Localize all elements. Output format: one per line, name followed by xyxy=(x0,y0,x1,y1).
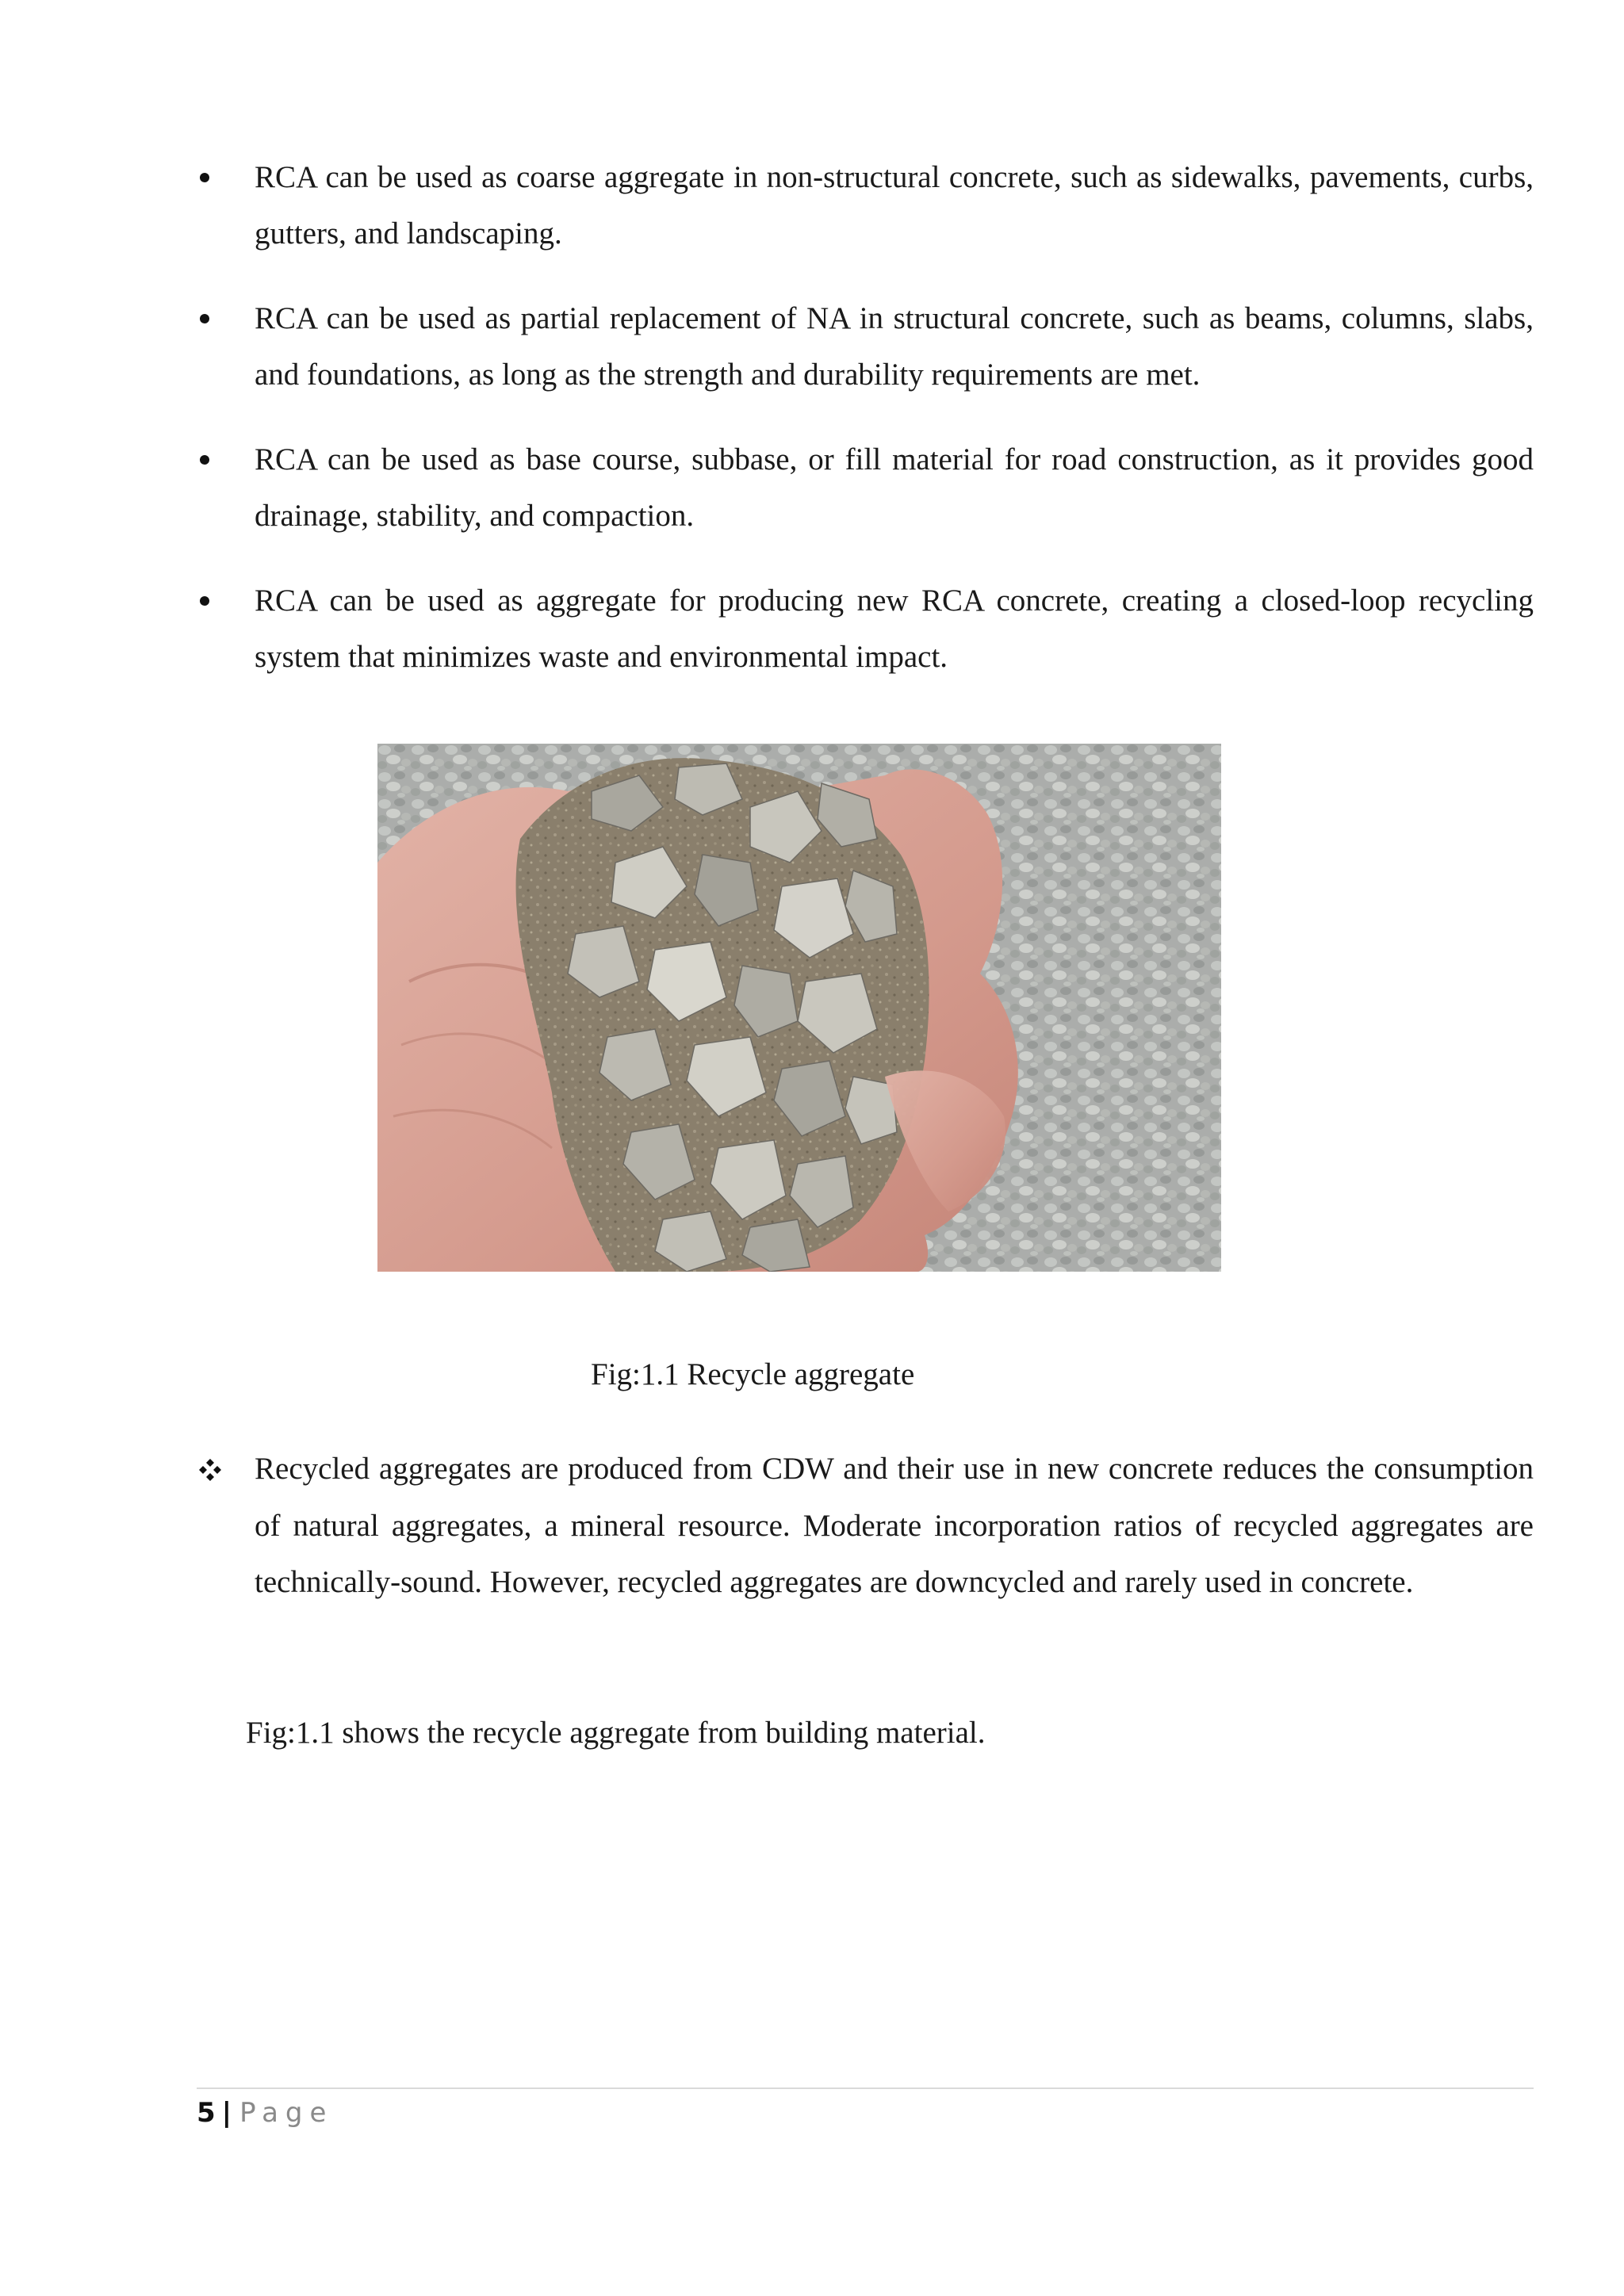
bullet-item xyxy=(197,149,1534,262)
page-number: 5 xyxy=(197,2097,216,2129)
diamond-bullet-paragraph xyxy=(197,1441,1534,1611)
page-footer xyxy=(197,2093,333,2133)
diamond-paragraph-text: Recycled aggregates are produced from CDW and their use in new concrete reduces the consumption of natural aggregates, a mineral resource. Moderate incorporation ratios of recycled aggregates are technically-sound. However, recycled aggregates are downcycled and rarely used in concrete. xyxy=(255,1452,1534,1599)
recycled-aggregate-photo xyxy=(377,744,1221,1272)
bullet-dot-icon xyxy=(200,314,209,323)
footer-separator: | xyxy=(221,2097,232,2129)
bullet-dot-icon xyxy=(200,173,209,182)
bullet-item xyxy=(197,431,1534,544)
bullet-text: RCA can be used as base course, subbase, or fill material for road construction, as it provides good drainage, stability, and compaction. xyxy=(255,442,1534,533)
bullet-list xyxy=(197,149,1534,714)
four-diamond-bullet-icon xyxy=(198,1458,222,1482)
figure-reference-note: Fig:1.1 shows the recycle aggregate from building material. xyxy=(246,1716,986,1750)
bullet-text: RCA can be used as aggregate for producing new RCA concrete, creating a closed-loop recycling system that minimizes waste and environmental impact. xyxy=(255,584,1534,674)
bullet-text: RCA can be used as partial replacement of NA in structural concrete, such as beams, columns, slabs, and foundations, as long as the strength and durability requirements are met. xyxy=(255,301,1534,392)
figure-caption: Fig:1.1 Recycle aggregate xyxy=(591,1357,915,1391)
page-label: Page xyxy=(239,2097,334,2129)
bullet-item xyxy=(197,572,1534,685)
bullet-text: RCA can be used as coarse aggregate in non-structural concrete, such as sidewalks, pavements, curbs, gutters, and landscaping. xyxy=(255,160,1534,251)
bullet-dot-icon xyxy=(200,455,209,465)
footer-divider xyxy=(197,2087,1534,2089)
bullet-dot-icon xyxy=(200,596,209,606)
bullet-item xyxy=(197,290,1534,403)
